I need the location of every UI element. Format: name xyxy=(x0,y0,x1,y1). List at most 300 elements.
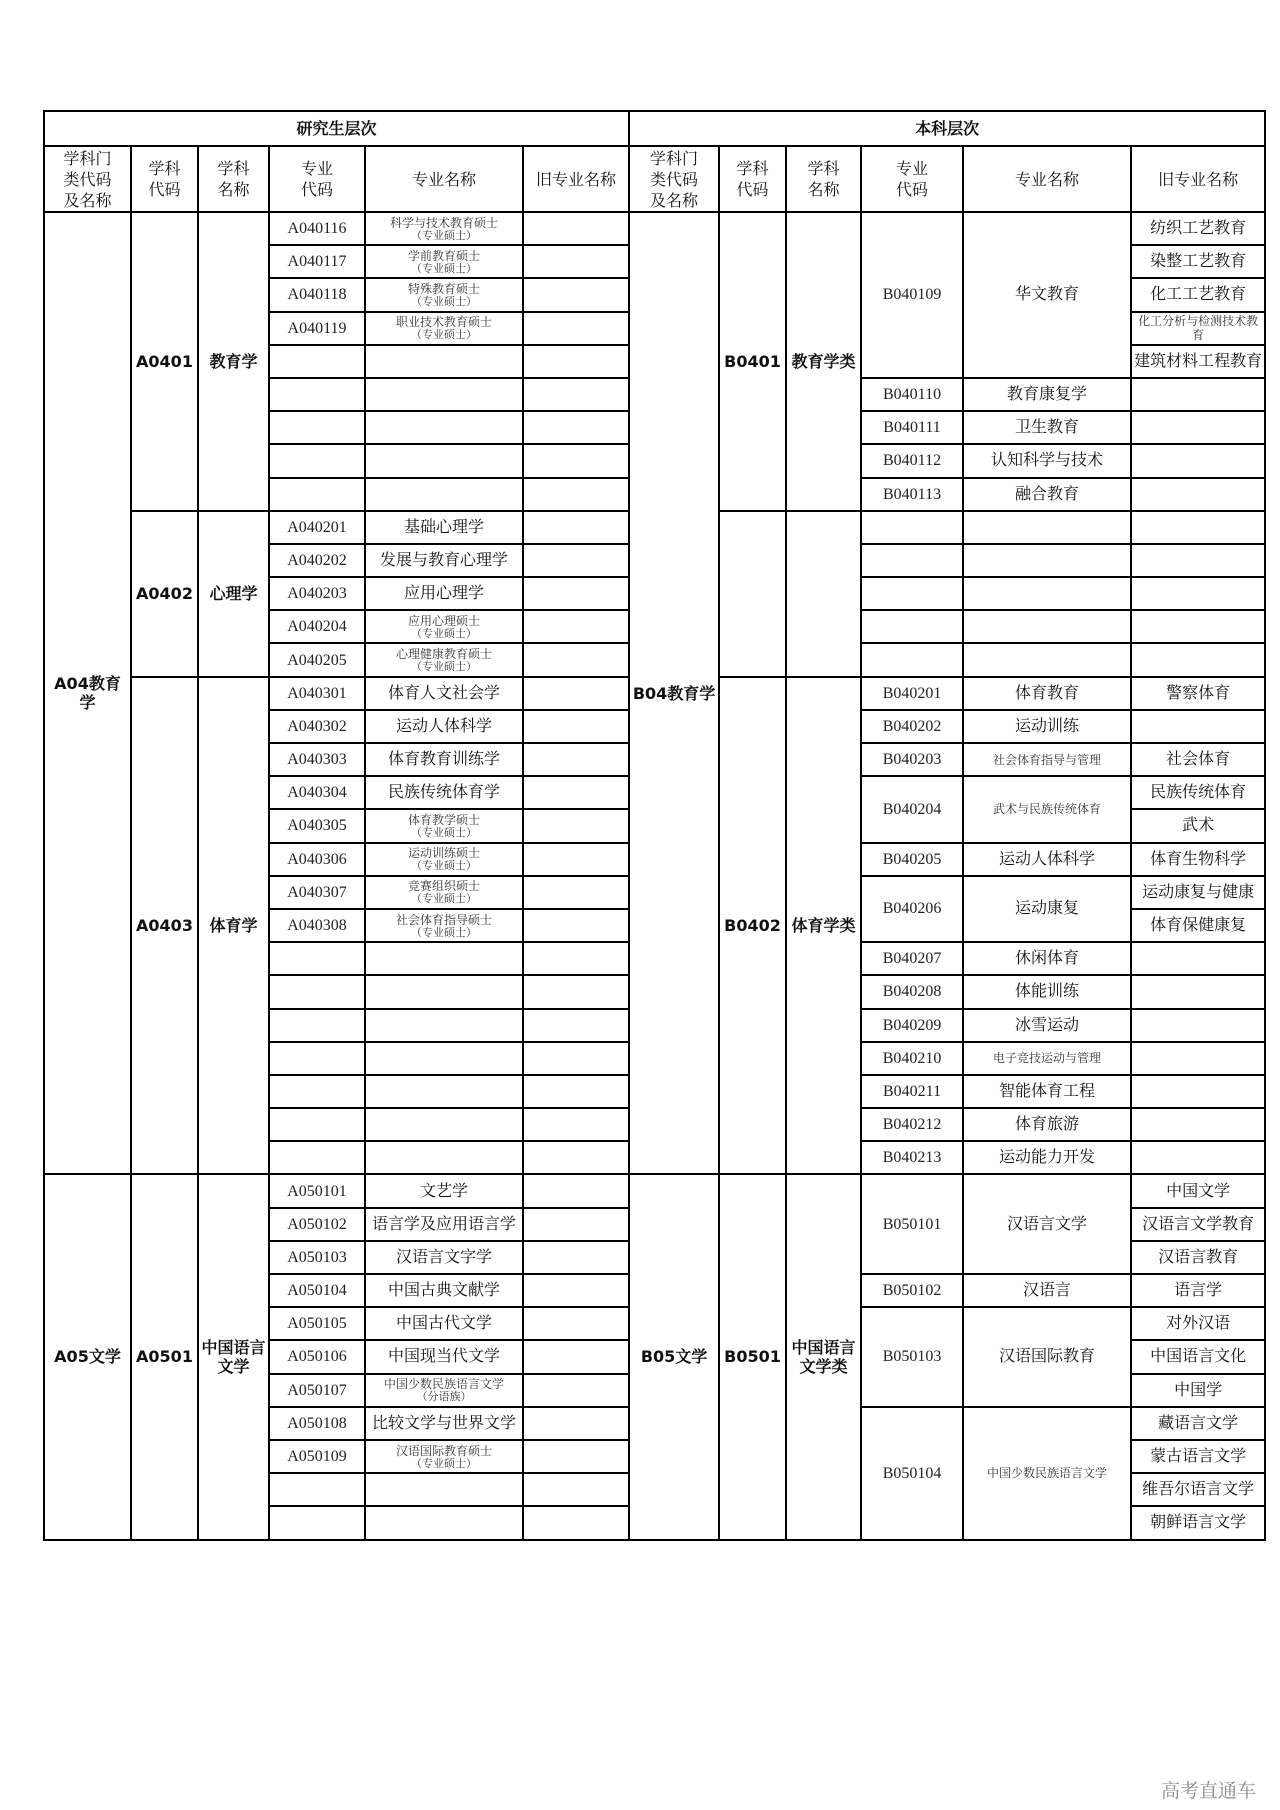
old-major-name: 纺织工艺教育 xyxy=(1131,212,1265,245)
old-major-name xyxy=(523,809,629,842)
major-name-text: 汉语言文字学 xyxy=(395,1248,492,1266)
major-name-text: 应用心理硕士 xyxy=(407,613,480,628)
watermark: 高考直通车 xyxy=(1160,1780,1256,1802)
old-major-name xyxy=(523,278,629,311)
major-name xyxy=(365,843,523,876)
major-name-text: 科学与技术教育硕士 xyxy=(389,215,498,230)
major-code: A050108 xyxy=(269,1407,365,1440)
old-major-name xyxy=(523,743,629,776)
major-name-text: 中国现当代文学 xyxy=(387,1348,500,1366)
major-code: A050102 xyxy=(269,1208,365,1241)
old-major-name xyxy=(1131,1009,1265,1042)
major-name xyxy=(963,577,1131,610)
major-name xyxy=(365,478,523,511)
major-name: 体育教育 xyxy=(963,677,1131,710)
column-header-text: 旧专业名称 xyxy=(536,169,617,189)
major-note: （专业硕士） xyxy=(411,295,477,308)
old-major-name xyxy=(523,245,629,278)
old-major-name xyxy=(523,212,629,245)
old-major-name xyxy=(523,1042,629,1075)
major-code: A040307 xyxy=(269,876,365,909)
old-major-name xyxy=(523,312,629,345)
old-major-name xyxy=(523,478,629,511)
old-major-name: 民族传统体育 xyxy=(1131,776,1265,809)
category-cell: A04教育学 xyxy=(44,212,131,1174)
old-major-name xyxy=(1131,1108,1265,1141)
column-header-line: 类代码 xyxy=(650,169,699,189)
old-major-name xyxy=(1131,511,1265,544)
major-name-text: 中国少数民族语言文学 xyxy=(383,1377,504,1392)
major-note: （专业硕士） xyxy=(411,229,477,242)
major-note: （专业硕士） xyxy=(411,661,477,674)
old-major-name xyxy=(523,444,629,477)
old-major-name: 警察体育 xyxy=(1131,677,1265,710)
major-name xyxy=(365,1009,523,1042)
old-major-name xyxy=(523,1440,629,1473)
major-name xyxy=(963,511,1131,544)
category-cell: A05文学 xyxy=(44,1174,131,1539)
major-name: 冰雪运动 xyxy=(963,1009,1131,1042)
major-name xyxy=(365,577,523,610)
column-header-text: 学科代码 xyxy=(148,159,181,199)
graduate-column-header xyxy=(365,146,523,212)
major-note: （专业硕士） xyxy=(411,893,477,906)
major-name xyxy=(365,1374,523,1407)
major-note: （专业硕士） xyxy=(411,627,477,640)
major-name: 智能体育工程 xyxy=(963,1075,1131,1108)
major-code: A050104 xyxy=(269,1274,365,1307)
major-code: A050105 xyxy=(269,1307,365,1340)
major-name xyxy=(365,1440,523,1473)
major-code xyxy=(269,1108,365,1141)
subject-name: 中国语言文学类 xyxy=(786,1174,861,1539)
old-major-name: 藏语言文学 xyxy=(1131,1407,1265,1440)
subject-name: 体育学 xyxy=(198,677,269,1175)
major-name xyxy=(365,975,523,1008)
undergraduate-column-header xyxy=(719,146,786,212)
major-name xyxy=(365,643,523,676)
major-name: 认知科学与技术 xyxy=(963,444,1131,477)
major-code xyxy=(861,577,963,610)
major-name-text: 民族传统体育学 xyxy=(387,784,500,802)
major-code: A040301 xyxy=(269,677,365,710)
column-header-line: 专业 xyxy=(896,159,929,178)
major-name xyxy=(365,378,523,411)
major-name-text: 社会体育指导硕士 xyxy=(395,912,492,927)
major-note: （专业硕士） xyxy=(411,329,477,342)
major-name-text: 中国古典文献学 xyxy=(387,1282,500,1300)
major-name xyxy=(365,876,523,909)
major-code: B040203 xyxy=(861,743,963,776)
major-name xyxy=(365,1075,523,1108)
major-name-text: 语言学及应用语言学 xyxy=(371,1215,516,1233)
major-code: B040211 xyxy=(861,1075,963,1108)
major-name xyxy=(365,776,523,809)
old-major-name: 武术 xyxy=(1131,809,1265,842)
major-code: B040109 xyxy=(861,212,963,378)
major-code: B040206 xyxy=(861,876,963,942)
major-code xyxy=(269,1009,365,1042)
undergraduate-column-header xyxy=(786,146,861,212)
old-major-name xyxy=(523,1241,629,1274)
major-code: B040110 xyxy=(861,378,963,411)
major-name xyxy=(365,1174,523,1207)
major-code xyxy=(861,643,963,676)
major-name-text: 文艺学 xyxy=(419,1182,468,1200)
major-code xyxy=(269,1075,365,1108)
major-code: B040204 xyxy=(861,776,963,842)
major-code xyxy=(861,544,963,577)
undergraduate-column-header xyxy=(861,146,963,212)
major-code: B040202 xyxy=(861,710,963,743)
major-code: B040212 xyxy=(861,1108,963,1141)
major-name xyxy=(365,1473,523,1506)
old-major-name xyxy=(523,345,629,378)
old-major-name xyxy=(523,1506,629,1539)
old-major-name xyxy=(523,378,629,411)
major-name-text: 基础心理学 xyxy=(403,518,484,536)
major-code: A050103 xyxy=(269,1241,365,1274)
major-name xyxy=(365,710,523,743)
major-code: B040210 xyxy=(861,1042,963,1075)
major-name: 融合教育 xyxy=(963,478,1131,511)
major-name: 社会体育指导与管理 xyxy=(963,743,1131,776)
old-major-name: 体育生物科学 xyxy=(1131,843,1265,876)
old-major-name xyxy=(1131,710,1265,743)
major-name xyxy=(365,345,523,378)
major-code: A040116 xyxy=(269,212,365,245)
graduate-column-header xyxy=(44,146,131,212)
old-major-name: 运动康复与健康 xyxy=(1131,876,1265,909)
major-code: A040305 xyxy=(269,809,365,842)
major-name: 电子竞技运动与管理 xyxy=(963,1042,1131,1075)
major-code: A040205 xyxy=(269,643,365,676)
old-major-name xyxy=(1131,577,1265,610)
old-major-name: 染整工艺教育 xyxy=(1131,245,1265,278)
major-name: 中国少数民族语言文学 xyxy=(963,1407,1131,1540)
major-name: 体育旅游 xyxy=(963,1108,1131,1141)
old-major-name: 朝鲜语言文学 xyxy=(1131,1506,1265,1539)
old-major-name xyxy=(1131,378,1265,411)
major-code xyxy=(269,942,365,975)
major-name-text: 心理健康教育硕士 xyxy=(395,647,492,662)
major-code xyxy=(269,1506,365,1539)
major-name xyxy=(365,511,523,544)
subject-code: A0403 xyxy=(131,677,198,1175)
major-name-text: 汉语国际教育硕士 xyxy=(395,1443,492,1458)
major-name xyxy=(365,677,523,710)
subject-name: 教育学 xyxy=(198,212,269,511)
major-code: A040306 xyxy=(269,843,365,876)
undergraduate-column-header xyxy=(629,146,719,212)
major-catalog-table xyxy=(43,110,1266,1541)
major-code: B040111 xyxy=(861,411,963,444)
major-code: A040118 xyxy=(269,278,365,311)
column-header-line: 名称 xyxy=(807,180,840,199)
major-code: B040201 xyxy=(861,677,963,710)
major-code xyxy=(861,511,963,544)
old-major-name xyxy=(523,876,629,909)
old-major-name xyxy=(1131,411,1265,444)
major-name-text: 体育教育训练学 xyxy=(387,751,500,769)
old-major-name xyxy=(523,1009,629,1042)
column-header-line: 代码 xyxy=(736,180,769,199)
major-name: 汉语言 xyxy=(963,1274,1131,1307)
column-header-text: 专业代码 xyxy=(300,159,333,199)
subject-code: B0402 xyxy=(719,677,786,1175)
major-name-text: 应用心理学 xyxy=(403,585,484,603)
column-header-text: 专业名称 xyxy=(411,169,476,189)
major-name xyxy=(365,544,523,577)
major-code: B050101 xyxy=(861,1174,963,1274)
subject-code: A0501 xyxy=(131,1174,198,1539)
major-name xyxy=(365,809,523,842)
graduate-section-title: 研究生层次 xyxy=(44,111,629,146)
old-major-name xyxy=(1131,643,1265,676)
old-major-name: 中国语言文化 xyxy=(1131,1340,1265,1373)
column-header-line: 及名称 xyxy=(650,190,699,210)
major-name xyxy=(365,1042,523,1075)
subject-name: 中国语言文学 xyxy=(198,1174,269,1539)
major-code: A040304 xyxy=(269,776,365,809)
major-code: B050103 xyxy=(861,1307,963,1407)
old-major-name xyxy=(523,577,629,610)
old-major-name xyxy=(523,1307,629,1340)
old-major-name: 维吾尔语言文学 xyxy=(1131,1473,1265,1506)
old-major-name xyxy=(1131,610,1265,643)
column-header-line: 旧专业名称 xyxy=(1158,169,1239,189)
major-code xyxy=(269,478,365,511)
major-name-text: 职业技术教育硕士 xyxy=(395,315,492,330)
subject-name xyxy=(786,511,861,677)
old-major-name xyxy=(523,1174,629,1207)
subject-name: 心理学 xyxy=(198,511,269,677)
major-code: A040204 xyxy=(269,610,365,643)
category-cell: B05文学 xyxy=(629,1174,719,1539)
major-name-text: 比较文学与世界文学 xyxy=(371,1414,516,1432)
column-header-line: 代码 xyxy=(896,180,929,199)
old-major-name xyxy=(1131,544,1265,577)
major-name: 运动康复 xyxy=(963,876,1131,942)
major-name: 休闲体育 xyxy=(963,942,1131,975)
subject-code: B0401 xyxy=(719,212,786,511)
major-name xyxy=(365,245,523,278)
major-name xyxy=(365,909,523,942)
major-code: B050104 xyxy=(861,1407,963,1540)
major-name-text: 体育教学硕士 xyxy=(407,812,480,827)
major-code xyxy=(269,345,365,378)
old-major-name xyxy=(523,1141,629,1174)
major-name xyxy=(365,1241,523,1274)
subject-code xyxy=(719,511,786,677)
major-name-text: 中国古代文学 xyxy=(395,1315,492,1333)
old-major-name: 中国文学 xyxy=(1131,1174,1265,1207)
old-major-name xyxy=(523,1208,629,1241)
major-code: B050102 xyxy=(861,1274,963,1307)
major-note: （分语族） xyxy=(416,1391,472,1404)
major-name-text: 运动训练硕士 xyxy=(407,846,480,861)
major-name xyxy=(365,942,523,975)
major-note: （专业硕士） xyxy=(411,262,477,275)
old-major-name xyxy=(523,942,629,975)
major-note: （专业硕士） xyxy=(411,826,477,839)
undergraduate-column-header xyxy=(1131,146,1265,212)
major-name xyxy=(365,278,523,311)
major-name xyxy=(365,212,523,245)
major-code xyxy=(269,1473,365,1506)
major-code: B040113 xyxy=(861,478,963,511)
major-name: 卫生教育 xyxy=(963,411,1131,444)
major-code: A050109 xyxy=(269,1440,365,1473)
old-major-name: 化工工艺教育 xyxy=(1131,278,1265,311)
major-name: 汉语国际教育 xyxy=(963,1307,1131,1407)
major-code: A050107 xyxy=(269,1374,365,1407)
major-code: B040208 xyxy=(861,975,963,1008)
major-name-text: 运动人体科学 xyxy=(395,717,492,735)
major-code: A040117 xyxy=(269,245,365,278)
graduate-column-header xyxy=(269,146,365,212)
old-major-name xyxy=(1131,478,1265,511)
major-code xyxy=(269,378,365,411)
major-name xyxy=(365,610,523,643)
old-major-name: 体育保健康复 xyxy=(1131,909,1265,942)
subject-code: A0402 xyxy=(131,511,198,677)
old-major-name xyxy=(523,643,629,676)
old-major-name: 社会体育 xyxy=(1131,743,1265,776)
major-name-text: 学前教育硕士 xyxy=(407,248,480,263)
major-name xyxy=(963,643,1131,676)
major-name xyxy=(365,1340,523,1373)
major-code: B040112 xyxy=(861,444,963,477)
major-code: A040119 xyxy=(269,312,365,345)
major-name: 运动训练 xyxy=(963,710,1131,743)
old-major-name xyxy=(523,710,629,743)
category-cell: B04教育学 xyxy=(629,212,719,1174)
major-code: A040308 xyxy=(269,909,365,942)
column-header-text: 学科名称 xyxy=(217,159,250,199)
major-code: A050101 xyxy=(269,1174,365,1207)
column-header-text: 学科门类代码及名称 xyxy=(63,148,112,210)
major-name xyxy=(963,544,1131,577)
old-major-name xyxy=(523,511,629,544)
old-major-name: 对外汉语 xyxy=(1131,1307,1265,1340)
old-major-name xyxy=(523,677,629,710)
old-major-name xyxy=(523,975,629,1008)
old-major-name xyxy=(1131,942,1265,975)
column-header-line: 学科 xyxy=(736,159,769,178)
major-name: 汉语言文学 xyxy=(963,1174,1131,1274)
major-code xyxy=(269,975,365,1008)
major-name xyxy=(365,1208,523,1241)
major-name: 武术与民族传统体育 xyxy=(963,776,1131,842)
major-name-text: 发展与教育心理学 xyxy=(379,551,508,569)
major-name: 体能训练 xyxy=(963,975,1131,1008)
old-major-name xyxy=(523,909,629,942)
old-major-name xyxy=(523,1374,629,1407)
major-name-text: 特殊教育硕士 xyxy=(407,281,480,296)
major-name: 华文教育 xyxy=(963,212,1131,378)
old-major-name xyxy=(523,544,629,577)
old-major-name: 语言学 xyxy=(1131,1274,1265,1307)
old-major-name: 化工分析与检测技术教育 xyxy=(1131,312,1265,345)
major-code xyxy=(269,444,365,477)
old-major-name xyxy=(523,1473,629,1506)
graduate-column-header xyxy=(523,146,629,212)
major-name xyxy=(365,1141,523,1174)
major-note: （专业硕士） xyxy=(411,926,477,939)
old-major-name: 蒙古语言文学 xyxy=(1131,1440,1265,1473)
subject-code: B0501 xyxy=(719,1174,786,1539)
old-major-name xyxy=(1131,975,1265,1008)
major-code: A050106 xyxy=(269,1340,365,1373)
major-code xyxy=(269,411,365,444)
major-code: B040209 xyxy=(861,1009,963,1042)
major-name-text: 竞赛组织硕士 xyxy=(407,879,480,894)
undergraduate-section-title: 本科层次 xyxy=(629,111,1265,146)
section-header-row xyxy=(44,111,1265,146)
major-name: 教育康复学 xyxy=(963,378,1131,411)
column-header-line: 学科 xyxy=(807,159,840,178)
major-code: A040302 xyxy=(269,710,365,743)
undergraduate-column-header xyxy=(963,146,1131,212)
major-code: A040201 xyxy=(269,511,365,544)
major-name xyxy=(365,444,523,477)
table-row xyxy=(44,212,1265,245)
old-major-name xyxy=(523,1274,629,1307)
major-code xyxy=(269,1042,365,1075)
column-header-line: 专业名称 xyxy=(1015,169,1080,189)
major-name xyxy=(365,743,523,776)
table-body xyxy=(44,212,1265,1540)
old-major-name xyxy=(523,1108,629,1141)
old-major-name: 汉语言文学教育 xyxy=(1131,1208,1265,1241)
old-major-name xyxy=(523,610,629,643)
table-row xyxy=(44,1174,1265,1207)
old-major-name xyxy=(1131,1042,1265,1075)
major-name xyxy=(365,1407,523,1440)
major-note: （专业硕士） xyxy=(411,1457,477,1470)
old-major-name xyxy=(1131,1075,1265,1108)
old-major-name: 汉语言教育 xyxy=(1131,1241,1265,1274)
major-name xyxy=(365,1108,523,1141)
old-major-name xyxy=(523,411,629,444)
major-code: A040203 xyxy=(269,577,365,610)
major-name xyxy=(963,610,1131,643)
old-major-name xyxy=(523,776,629,809)
major-name xyxy=(365,312,523,345)
column-header-line: 学科门 xyxy=(650,148,699,168)
old-major-name: 中国学 xyxy=(1131,1374,1265,1407)
major-code: A040303 xyxy=(269,743,365,776)
old-major-name xyxy=(1131,444,1265,477)
subject-name: 体育学类 xyxy=(786,677,861,1175)
column-header-row xyxy=(44,146,1265,212)
major-name xyxy=(365,1307,523,1340)
major-code: B040213 xyxy=(861,1141,963,1174)
major-name-text: 体育人文社会学 xyxy=(387,684,500,702)
graduate-column-header xyxy=(198,146,269,212)
major-name xyxy=(365,411,523,444)
major-note: （专业硕士） xyxy=(411,860,477,873)
old-major-name xyxy=(523,1340,629,1373)
old-major-name xyxy=(523,1075,629,1108)
old-major-name xyxy=(523,1407,629,1440)
major-code: B040205 xyxy=(861,843,963,876)
old-major-name xyxy=(523,843,629,876)
major-code xyxy=(269,1141,365,1174)
major-name xyxy=(365,1506,523,1539)
major-name xyxy=(365,1274,523,1307)
